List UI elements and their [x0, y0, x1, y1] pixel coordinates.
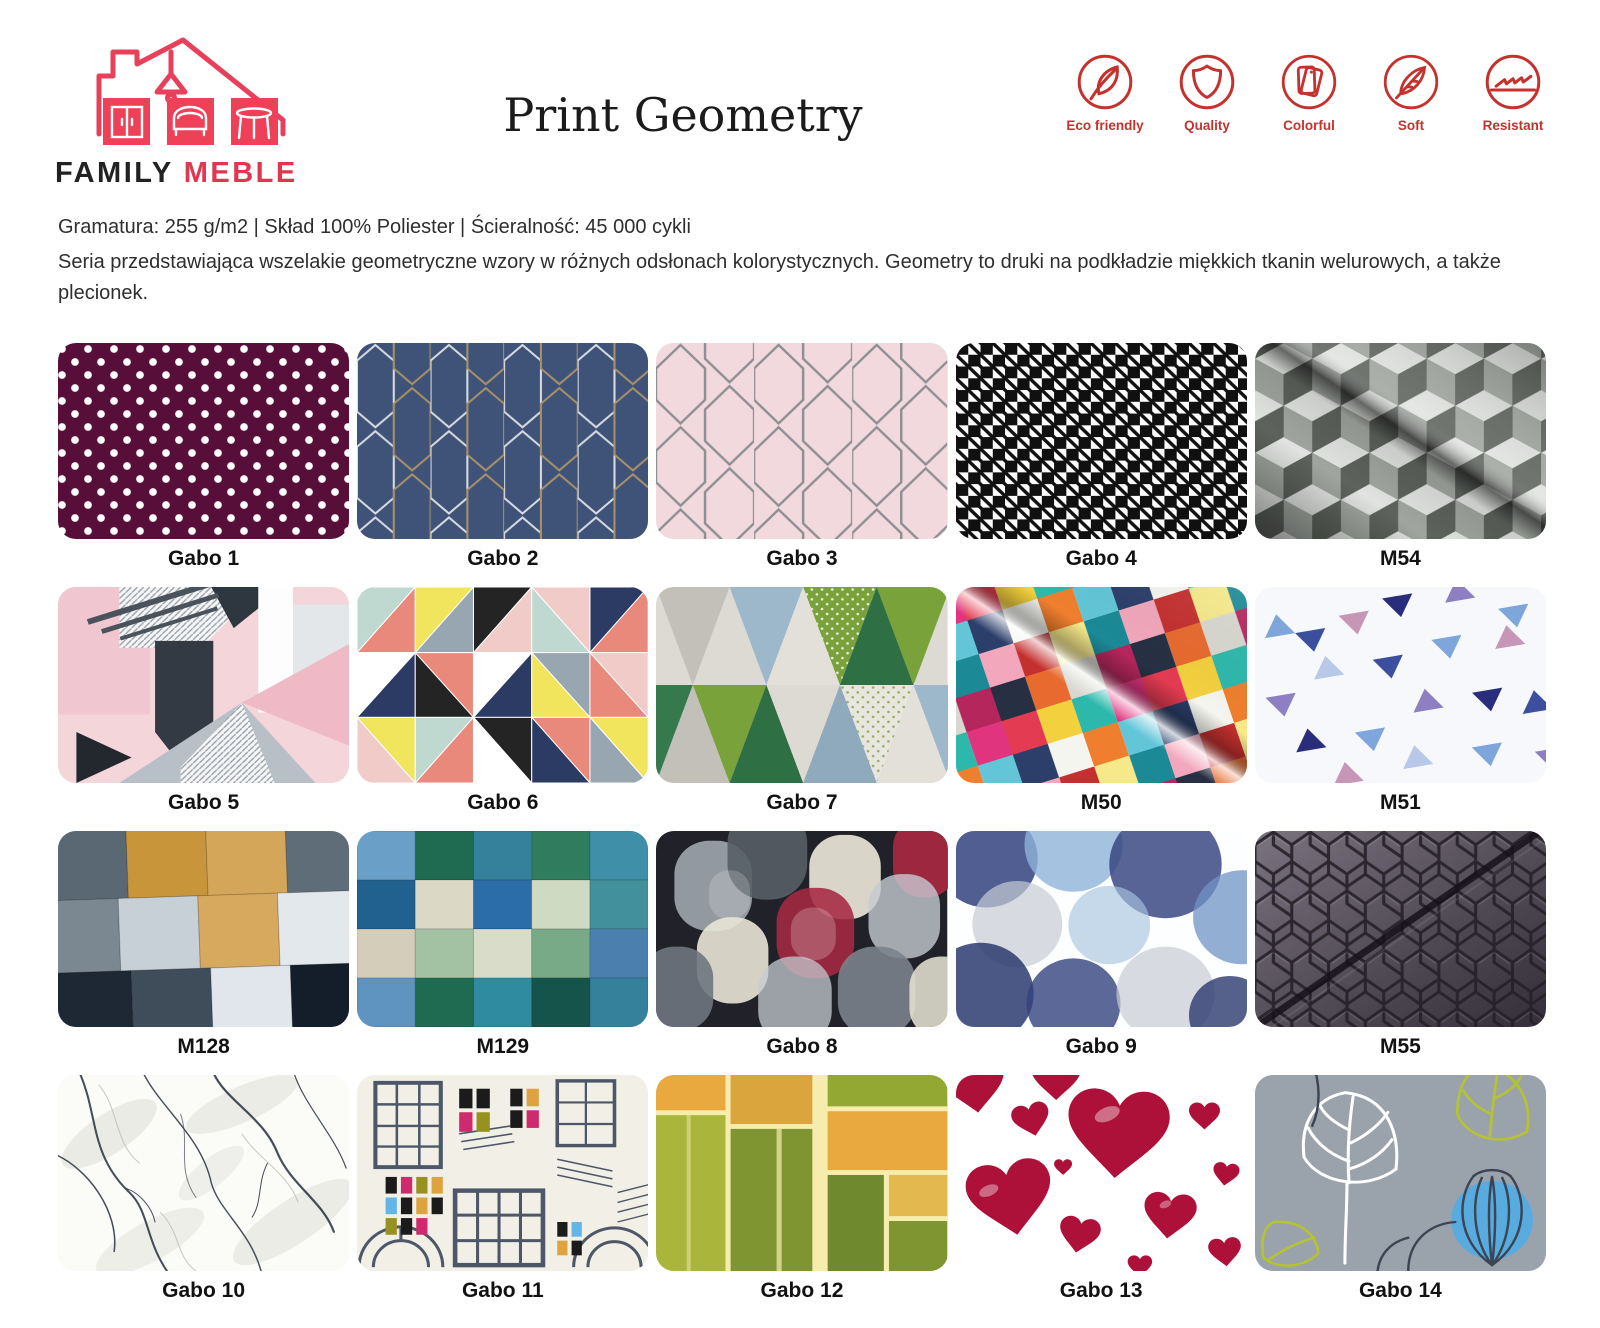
- feather-icon: [1381, 52, 1441, 112]
- fabric-swatch-image: [357, 587, 648, 783]
- badge-label: Colorful: [1283, 118, 1335, 133]
- swatch-gabo-8[interactable]: [656, 831, 947, 1059]
- swatch-m54[interactable]: [1255, 343, 1546, 571]
- fabric-specs: Gramatura: 255 g/m2 | Skład 100% Poliester | Ścieralność: 45 000 cykli: [58, 216, 691, 238]
- swatch-gabo-14[interactable]: [1255, 1075, 1546, 1303]
- series-description: Seria przedstawiająca wszelakie geometryczne wzory w różnych odsłonach kolorystycznych. Geometry to druki na podkładzie miękkich tkanin welurowych, a także plecionek.: [58, 251, 1501, 304]
- swatch-label: M55: [1379, 1035, 1421, 1058]
- swatch-label: Gabo 3: [766, 547, 838, 570]
- badge-label: Soft: [1397, 118, 1425, 133]
- swatch-grid: [58, 343, 1546, 1303]
- badge-label: Resistant: [1482, 118, 1544, 133]
- fabric-swatch-icon: [1279, 52, 1339, 112]
- swatch-gabo-11[interactable]: [357, 1075, 648, 1303]
- brand-name-secondary: MEBLE: [183, 157, 298, 189]
- fabric-swatch-image: [58, 587, 349, 783]
- fabric-swatch-image: [1255, 343, 1546, 539]
- fabric-swatch-image: [956, 587, 1247, 783]
- shield-icon: [1177, 52, 1237, 112]
- badge-eco-friendly: [1066, 52, 1144, 133]
- fabric-swatch-image: [956, 831, 1247, 1027]
- feature-badges: [1066, 52, 1552, 133]
- swatch-m51[interactable]: [1255, 587, 1546, 815]
- swatch-label: Gabo 2: [467, 547, 539, 570]
- badge-resistant: [1474, 52, 1552, 133]
- swatch-gabo-6[interactable]: [357, 587, 648, 815]
- fabric-swatch-image: [656, 343, 947, 539]
- swatch-gabo-12[interactable]: [656, 1075, 947, 1303]
- fabric-swatch-image: [656, 587, 947, 783]
- page-header: [0, 0, 1600, 212]
- fabric-swatch-image: [58, 343, 349, 539]
- swatch-label: Gabo 9: [1065, 1035, 1137, 1058]
- swatch-label: Gabo 5: [168, 791, 240, 814]
- swatch-label: M128: [177, 1035, 230, 1058]
- swatch-gabo-13[interactable]: [956, 1075, 1247, 1303]
- swatch-gabo-1[interactable]: [58, 343, 349, 571]
- swatch-label: M50: [1080, 791, 1122, 814]
- badge-label: Quality: [1184, 118, 1230, 133]
- swatch-label: Gabo 4: [1065, 547, 1137, 570]
- swatch-label: Gabo 6: [467, 791, 539, 814]
- swatch-label: Gabo 10: [162, 1279, 246, 1302]
- fabric-swatch-image: [956, 343, 1247, 539]
- fabric-swatch-image: [656, 1075, 947, 1271]
- swatch-label: Gabo 1: [168, 547, 240, 570]
- swatch-label: Gabo 14: [1358, 1279, 1442, 1302]
- swatch-m55[interactable]: [1255, 831, 1546, 1059]
- swatch-gabo-3[interactable]: [656, 343, 947, 571]
- badge-label: Eco friendly: [1066, 118, 1144, 133]
- fabric-swatch-image: [357, 1075, 648, 1271]
- swatch-label: Gabo 8: [766, 1035, 838, 1058]
- brand-wordmark: [55, 157, 305, 190]
- leaf-icon: [1075, 52, 1135, 112]
- fabric-swatch-image: [656, 831, 947, 1027]
- swatch-label: M54: [1379, 547, 1421, 570]
- badge-soft: [1372, 52, 1450, 133]
- abrasion-resistance-icon: [1483, 52, 1543, 112]
- swatch-gabo-9[interactable]: [956, 831, 1247, 1059]
- page-title: Print Geometry: [503, 88, 863, 142]
- swatch-gabo-7[interactable]: [656, 587, 947, 815]
- fabric-swatch-image: [1255, 1075, 1546, 1271]
- fabric-swatch-image: [1255, 587, 1546, 783]
- badge-quality: [1168, 52, 1246, 133]
- fabric-swatch-image: [357, 831, 648, 1027]
- swatch-gabo-5[interactable]: [58, 587, 349, 815]
- swatch-label: Gabo 11: [461, 1279, 544, 1302]
- badge-colorful: [1270, 52, 1348, 133]
- brand-name-primary: FAMILY: [55, 157, 174, 189]
- swatch-gabo-2[interactable]: [357, 343, 648, 571]
- swatch-label: Gabo 13: [1059, 1279, 1143, 1302]
- swatch-gabo-4[interactable]: [956, 343, 1247, 571]
- swatch-gabo-10[interactable]: [58, 1075, 349, 1303]
- house-logo-icon: [55, 26, 305, 148]
- fabric-swatch-image: [956, 1075, 1247, 1271]
- fabric-swatch-image: [58, 1075, 349, 1271]
- swatch-label: Gabo 12: [760, 1279, 844, 1302]
- swatch-m128[interactable]: [58, 831, 349, 1059]
- swatch-label: M129: [476, 1035, 530, 1058]
- fabric-swatch-image: [1255, 831, 1546, 1027]
- swatch-label: Gabo 7: [766, 791, 838, 814]
- swatch-label: M51: [1379, 791, 1421, 814]
- fabric-swatch-image: [58, 831, 349, 1027]
- swatch-m50[interactable]: [956, 587, 1247, 815]
- brand-logo: [55, 26, 305, 190]
- swatch-m129[interactable]: [357, 831, 648, 1059]
- intro-text: [58, 212, 1530, 309]
- fabric-swatch-image: [357, 343, 648, 539]
